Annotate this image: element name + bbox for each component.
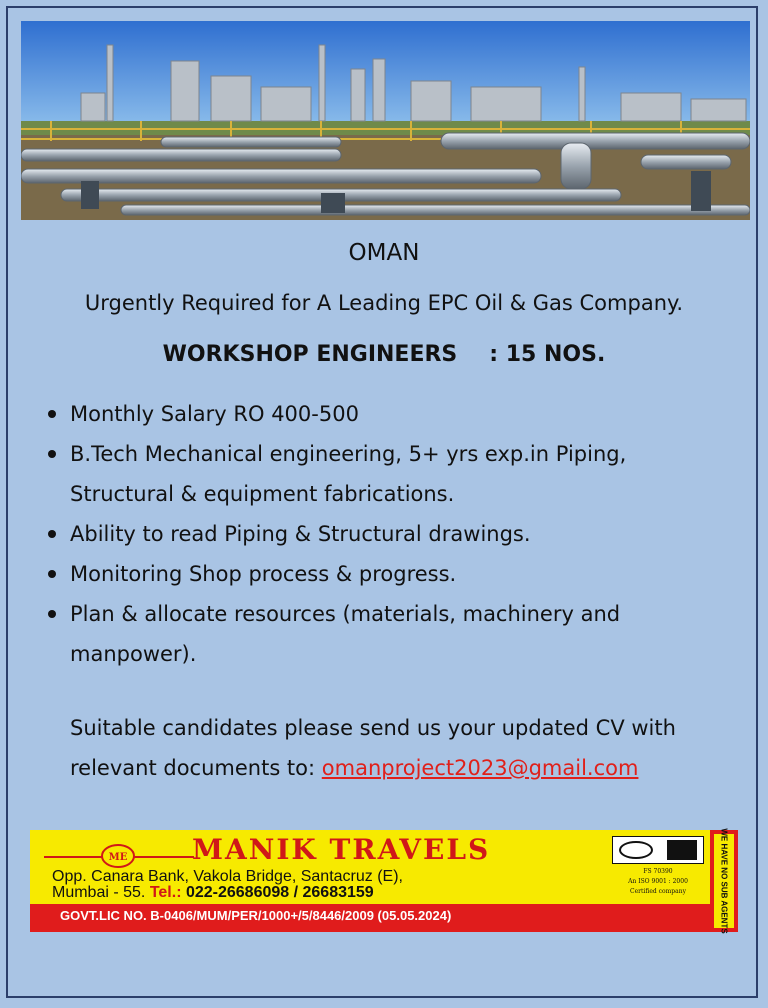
agency-banner	[30, 830, 738, 932]
position-title: WORKSHOP ENGINEERS	[162, 342, 458, 367]
license-number: GOVT.LIC NO. B-0406/MUM/PER/1000+/5/8446/2009 (05.05.2024)	[60, 908, 452, 923]
agency-name: MANIK TRAVELS	[192, 833, 491, 866]
iso-certification	[612, 836, 704, 900]
agency-address-line2: Mumbai - 55. Tel.: 022-26686098 / 26683159	[52, 884, 374, 901]
agency-logo-text: ME	[108, 852, 128, 863]
bullet-icon	[48, 410, 56, 418]
bullet-icon	[48, 530, 56, 538]
apply-instructions: Suitable candidates please send us your updated CV with relevant documents to: omanproject2023@gmail.com	[70, 716, 676, 780]
certification-logos	[612, 836, 704, 864]
list-item: B.Tech Mechanical engineering, 5+ yrs exp.in Piping, Structural & equipment fabrications.	[46, 434, 736, 514]
agency-address-line1: Opp. Canara Bank, Vakola Bridge, Santacruz (E),	[52, 868, 403, 885]
agency-banner-main	[30, 830, 710, 904]
bullet-icon	[48, 610, 56, 618]
position-heading	[0, 342, 768, 367]
list-item: Plan & allocate resources (materials, machinery and manpower).	[46, 594, 736, 674]
bullet-icon	[48, 450, 56, 458]
list-item: Monthly Salary RO 400-500	[46, 394, 736, 434]
certification-mark-icon	[667, 840, 697, 860]
list-item: Monitoring Shop process & progress.	[46, 554, 736, 594]
list-item: Ability to read Piping & Structural drawings.	[46, 514, 736, 554]
no-sub-agents-text: WE HAVE NO SUB AGENTS	[719, 828, 729, 934]
intro-line: Urgently Required for A Leading EPC Oil & Gas Company.	[84, 291, 684, 315]
email-link[interactable]: omanproject2023@gmail.com	[321, 756, 639, 780]
cert-line3: Certified company	[630, 888, 686, 895]
bullet-icon	[48, 570, 56, 578]
position-count: : 15 NOS.	[489, 342, 606, 367]
no-sub-agents-strip	[714, 828, 734, 934]
cert-line2: An ISO 9001 : 2000	[628, 878, 688, 885]
agency-logo-icon	[44, 842, 194, 870]
certification-seal-icon	[619, 841, 653, 859]
country-heading: OMAN	[348, 240, 420, 266]
cert-line1: FS 70390	[643, 868, 673, 875]
tel-label: Tel.:	[149, 884, 182, 901]
refinery-photo	[21, 21, 750, 220]
requirements-list	[46, 394, 736, 674]
agency-phones: 022-26686098 / 26683159	[181, 884, 374, 901]
